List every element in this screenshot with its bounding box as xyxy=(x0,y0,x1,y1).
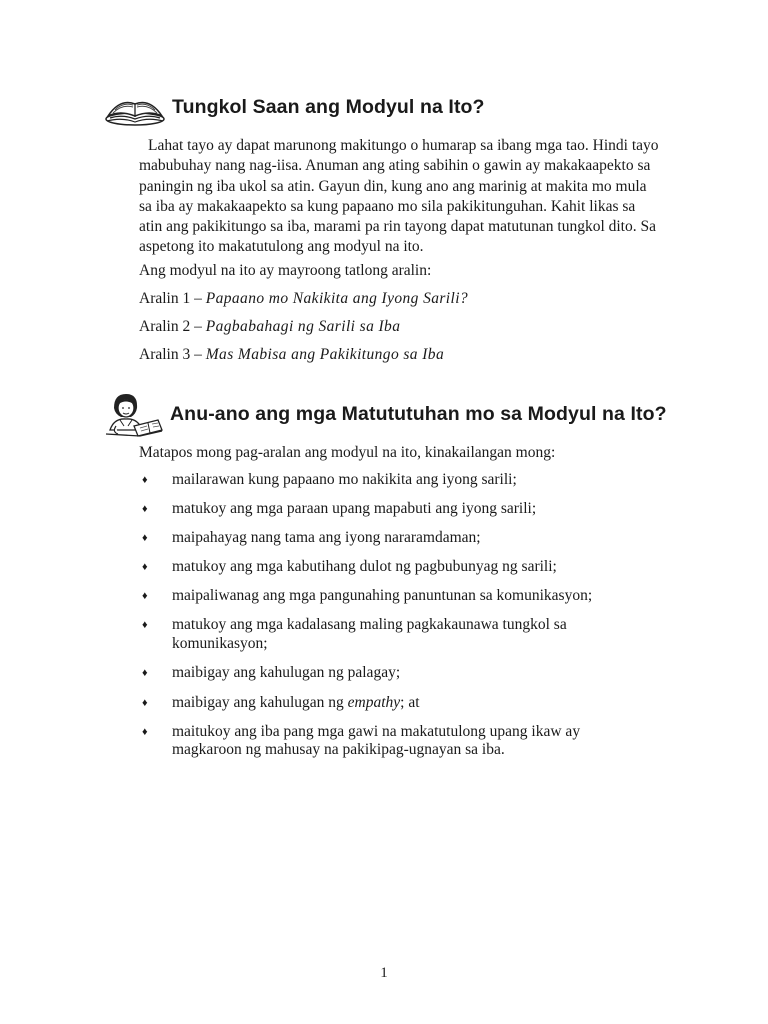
lesson-title: Pagbabahagi ng Sarili sa Iba xyxy=(205,318,401,335)
lesson-dash: – xyxy=(194,318,202,335)
intro-paragraph: Lahat tayo ay dapat marunong makitungo o humarap sa ibang mga tao. Hindi tayo mabubuhay nang nag-iisa. Anuman ang ating sabihin o gawin ay makakaapekto sa paningin ng iba ukol sa atin. Gayun din, kung ano ang marinig at makita mo mula sa iba ay makakaapekto sa kung papaano mo sila pakikitunguhan. Kahit likas sa atin ang pakikitungo sa iba, marami pa rin tayong dapat matutunan tungkol dito. Sa aspetong ito makatutulong ang modyul na ito. xyxy=(139,137,659,256)
list-item-text-after: ; at xyxy=(400,693,420,711)
list-item xyxy=(139,471,639,490)
list-item xyxy=(139,616,639,653)
student-reading-icon xyxy=(104,390,164,438)
lesson-item xyxy=(139,346,444,364)
list-item xyxy=(139,500,639,519)
section-heading-objectives xyxy=(104,390,667,438)
section-heading-about xyxy=(104,88,485,126)
list-item xyxy=(139,694,639,713)
lesson-label: Aralin 2 xyxy=(139,318,191,335)
lesson-title: Mas Mabisa ang Pakikitungo sa Iba xyxy=(205,346,445,363)
lessons-intro: Ang modyul na ito ay mayroong tatlong aralin: xyxy=(139,262,432,279)
bullet-diamond-icon: ♦ xyxy=(142,474,148,486)
bullet-diamond-icon: ♦ xyxy=(142,725,148,738)
lesson-dash: – xyxy=(194,290,202,307)
list-item-text: maipaliwanag ang mga pangunahing panuntunan sa komunikasyon; xyxy=(172,587,593,605)
lesson-item xyxy=(139,318,400,336)
list-item-text: matukoy ang mga kabutihang dulot ng pagbubunyag ng sarili; xyxy=(172,558,557,576)
lesson-label: Aralin 1 xyxy=(139,290,191,307)
lesson-dash: – xyxy=(194,346,202,363)
section-title: Tungkol Saan ang Modyul na Ito? xyxy=(172,95,485,118)
list-item-text-before: maibigay ang kahulugan ng xyxy=(172,693,348,711)
list-item-text: maipahayag nang tama ang iyong nararamdaman; xyxy=(172,529,481,547)
list-item xyxy=(139,723,639,760)
lesson-item xyxy=(139,290,468,308)
list-item xyxy=(139,558,639,577)
bullet-diamond-icon: ♦ xyxy=(142,590,148,603)
list-item-text: matukoy ang mga paraan upang mapabuti ang iyong sarili; xyxy=(172,500,537,518)
section-title: Anu-ano ang mga Matututuhan mo sa Modyul na Ito? xyxy=(170,402,667,425)
objectives-intro: Matapos mong pag-aralan ang modyul na ito, kinakailangan mong: xyxy=(139,444,556,461)
bullet-diamond-icon: ♦ xyxy=(142,532,148,545)
list-item-text: matukoy ang mga kadalasang maling pagkakaunawa tungkol sa komunikasyon; xyxy=(172,616,567,652)
bullet-diamond-icon: ♦ xyxy=(142,696,148,709)
bullet-diamond-icon: ♦ xyxy=(142,619,148,632)
bullet-diamond-icon: ♦ xyxy=(142,667,148,680)
list-item xyxy=(139,664,639,683)
bullet-diamond-icon: ♦ xyxy=(142,503,148,516)
list-item-text: mailarawan kung papaano mo nakikita ang iyong sarili; xyxy=(172,471,517,488)
page-number: 1 xyxy=(380,965,388,981)
bullet-diamond-icon: ♦ xyxy=(142,561,148,574)
list-item-text: maitukoy ang iba pang mga gawi na makatutulong upang ikaw ay magkaroon ng mahusay na pakikipag-ugnayan sa iba. xyxy=(172,722,581,759)
list-item-text-italic: empathy xyxy=(347,693,401,711)
list-item-text: maibigay ang kahulugan ng palagay; xyxy=(172,664,401,682)
lesson-title: Papaano mo Nakikita ang Iyong Sarili? xyxy=(205,290,469,307)
list-item xyxy=(139,587,639,606)
objectives-list xyxy=(139,471,639,770)
open-book-icon xyxy=(104,88,166,126)
list-item xyxy=(139,529,639,548)
lesson-label: Aralin 3 xyxy=(139,346,191,363)
